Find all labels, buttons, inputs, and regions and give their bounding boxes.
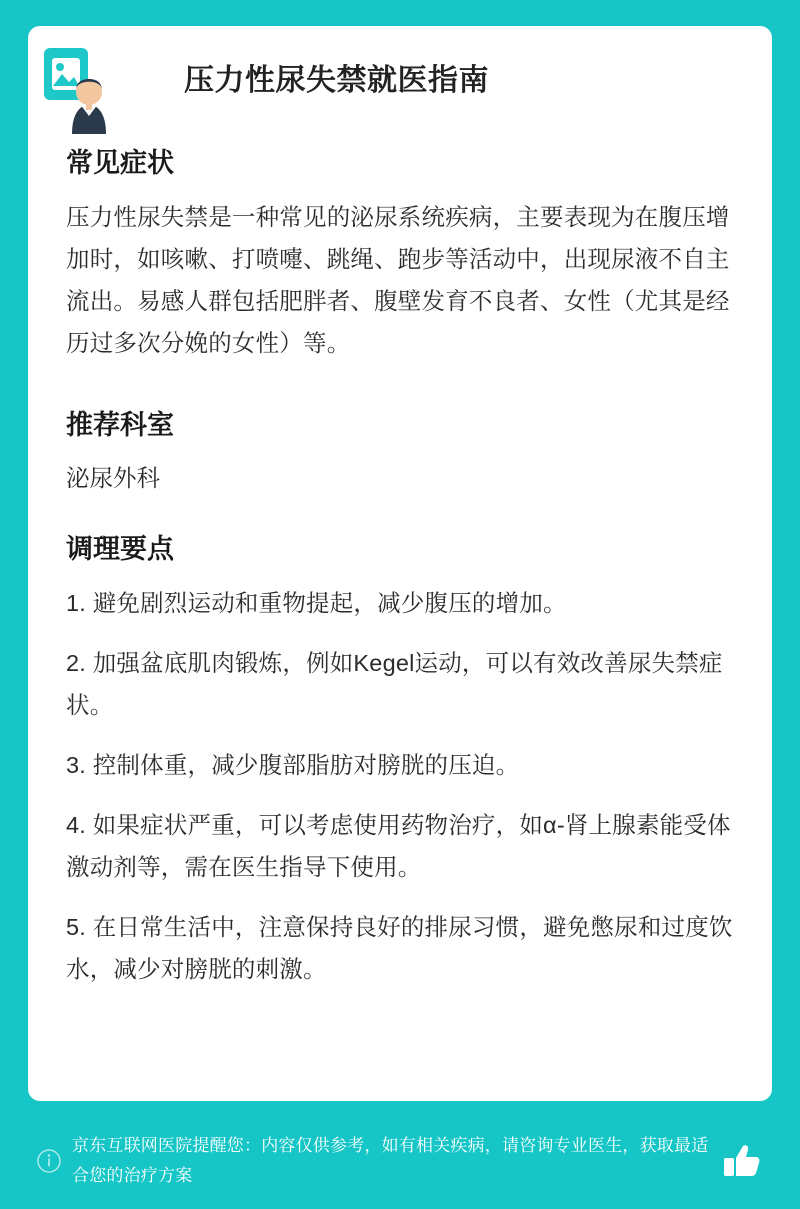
- section-heading-care-tips: 调理要点: [66, 534, 174, 564]
- page-title: 压力性尿失禁就医指南: [184, 64, 489, 97]
- section-body-department: 泌尿外科: [66, 465, 160, 491]
- care-tips-list: [66, 582, 734, 990]
- footer-disclaimer-bar: [28, 1131, 772, 1191]
- section-heading-symptoms: 常见症状: [66, 148, 174, 178]
- footer-disclaimer-text: 京东互联网医院提醒您：内容仅供参考，如有相关疾病，请咨询专业医生，获取最适合您的治疗方案: [72, 1136, 709, 1185]
- thumbs-up-icon[interactable]: [720, 1140, 762, 1182]
- list-item: 2. 加强盆底肌肉锻炼，例如Kegel运动，可以有效改善尿失禁症状。: [66, 650, 723, 718]
- guide-card: [28, 26, 772, 1101]
- info-circle-icon: [36, 1148, 62, 1174]
- list-item: 1. 避免剧烈运动和重物提起，减少腹压的增加。: [66, 590, 567, 616]
- list-item: 4. 如果症状严重，可以考虑使用药物治疗，如α-肾上腺素能受体激动剂等，需在医生指导下使用。: [66, 812, 731, 880]
- section-heading-department: 推荐科室: [66, 410, 174, 440]
- document-illustration-icon: [42, 46, 116, 134]
- section-body-symptoms: 压力性尿失禁是一种常见的泌尿系统疾病，主要表现为在腹压增加时，如咳嗽、打喷嚏、跳绳、跑步等活动中，出现尿液不自主流出。易感人群包括肥胖者、腹壁发育不良者、女性（尤其是经历过多次分娩的女性）等。: [66, 204, 730, 356]
- list-item: 5. 在日常生活中，注意保持良好的排尿习惯，避免憋尿和过度饮水，减少对膀胱的刺激。: [66, 914, 733, 982]
- list-item: 3. 控制体重，减少腹部脂肪对膀胱的压迫。: [66, 752, 520, 778]
